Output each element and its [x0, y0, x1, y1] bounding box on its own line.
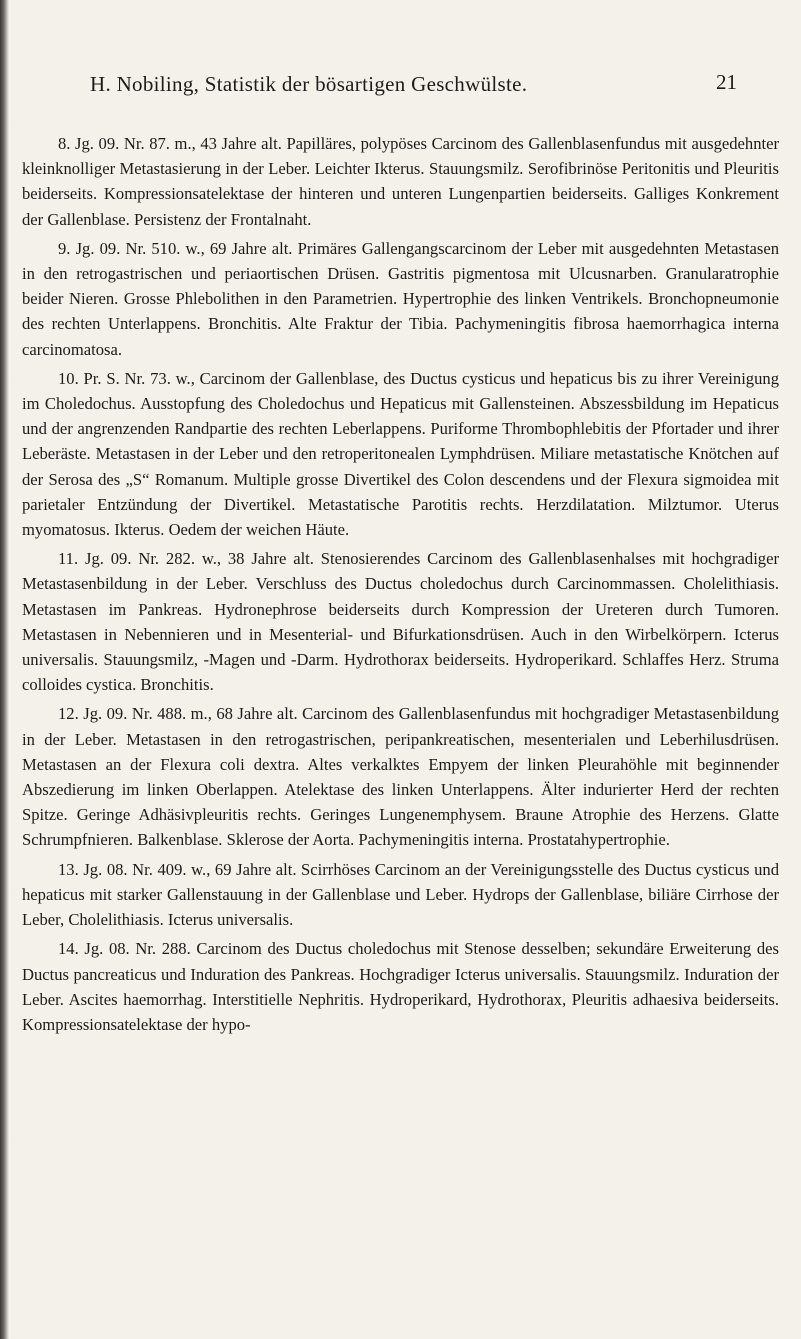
page-number: 21 [716, 70, 737, 94]
case-entry-14: 14. Jg. 08. Nr. 288. Carcinom des Ductus choledochus mit Stenose desselben; sekundäre Erweiterung des Ductus pancreaticus und Induration des Pankreas. Hochgradiger Icterus universalis. Stauungsmilz. Induration der Leber. Ascites haemorrhag. Interstitielle Nephritis. Hydroperikard, Hydrothorax, Pleuritis adhaesiva beiderseits. Kompressionsatelektase der hypo- [22, 939, 779, 1034]
case-entry-12: 12. Jg. 09. Nr. 488. m., 68 Jahre alt. Carcinom des Gallenblasenfundus mit hochgradiger Metastasenbildung in der Leber. Metastasen in den retrogastrischen, peripankreatischen, mesenterialen und Leberhilusdrüsen. Metastasen an der Flexura coli dextra. Altes verkalktes Empyem der linken Pleurahöhle mit beginnender Abszedierung im linken Oberlappen. Atelektase des linken Unterlappens. Älter indurierter Herd der rechten Spitze. Geringe Adhäsivpleuritis rechts. Geringes Lungenemphysem. Braune Atrophie des Herzens. Glatte Schrumpfnieren. Balkenblase. Sklerose der Aorta. Pachymeningitis interna. Prostatahypertrophie. [22, 704, 779, 850]
case-list [22, 131, 779, 1041]
running-title: H. Nobiling, Statistik der bösartigen Geschwülste. [90, 72, 528, 96]
case-entry-11: 11. Jg. 09. Nr. 282. w., 38 Jahre alt. Stenosierendes Carcinom des Gallenblasenhalses mit hochgradiger Metastasenbildung in der Leber. Verschluss des Ductus choledochus durch Carcinommassen. Cholelithiasis. Metastasen im Pankreas. Hydronephrose beiderseits durch Kompression der Ureteren durch Tumoren. Metastasen in Nebennieren und in Mesenterial- und Bifurkationsdrüsen. Auch in den Wirbelkörpern. Icterus universalis. Stauungsmilz, -Magen und -Darm. Hydrothorax beiderseits. Hydroperikard. Schlaffes Herz. Struma colloides cystica. Bronchitis. [22, 549, 779, 695]
binding-shadow [0, 0, 9, 1339]
running-head [70, 72, 771, 104]
case-entry-8: 8. Jg. 09. Nr. 87. m., 43 Jahre alt. Papilläres, polypöses Carcinom des Gallenblasenfundus mit ausgedehnter kleinknolliger Metastasierung in der Leber. Leichter Ikterus. Stauungsmilz. Serofibrinöse Peritonitis und Pleuritis beiderseits. Kompressionsatelektase der hinteren und unteren Lungenpartien beiderseits. Galliges Konkrement der Gallenblase. Persistenz der Frontalnaht. [22, 134, 779, 229]
case-entry-9: 9. Jg. 09. Nr. 510. w., 69 Jahre alt. Primäres Gallengangscarcinom der Leber mit ausgedehnten Metastasen in den retrogastrischen und periaortischen Drüsen. Gastritis pigmentosa mit Ulcusnarben. Granularatrophie beider Nieren. Grosse Phlebolithen in den Parametrien. Hypertrophie des linken Ventrikels. Bronchopneumonie des rechten Unterlappens. Bronchitis. Alte Fraktur der Tibia. Pachymeningitis fibrosa haemorrhagica interna carcinomatosa. [22, 238, 779, 359]
case-entry-10: 10. Pr. S. Nr. 73. w., Carcinom der Gallenblase, des Ductus cysticus und hepaticus bis zu ihrer Vereinigung im Choledochus. Ausstopfung des Choledochus und Hepaticus mit Gallensteinen. Abszessbildung im Hepaticus und der angrenzenden Randpartie des rechten Leberlappens. Puriforme Thrombophlebitis der Pfortader und ihrer Leberäste. Metastasen in der Leber und den retroperitonealen Lymphdrüsen. Miliare metastatische Knötchen auf der Serosa des „S“ Romanum. Multiple grosse Divertikel des Colon descendens und der Flexura sigmoidea mit parietaler Entzündung der Divertikel. Metastatische Parotitis rechts. Herzdilatation. Milztumor. Uterus myomatosus. Ikterus. Oedem der weichen Häute. [22, 368, 779, 540]
case-entry-13: 13. Jg. 08. Nr. 409. w., 69 Jahre alt. Scirrhöses Carcinom an der Vereinigungsstelle des Ductus cysticus und hepaticus mit starker Gallenstauung in der Gallenblase und Leber. Hydrops der Gallenblase, biliäre Cirrhose der Leber, Cholelithiasis. Icterus universalis. [22, 859, 779, 930]
